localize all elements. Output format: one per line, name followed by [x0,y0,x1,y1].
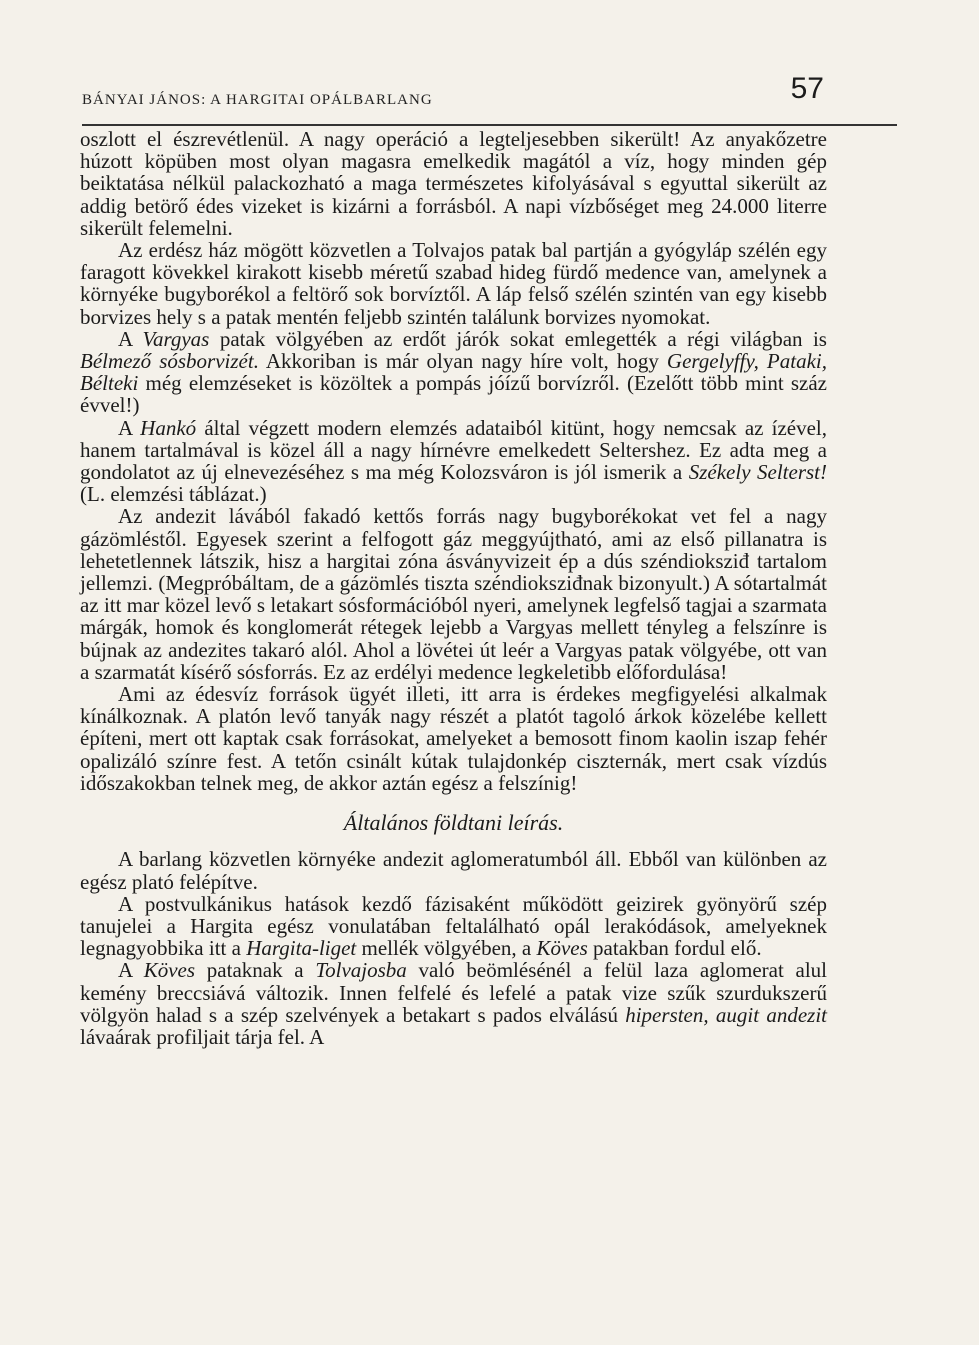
italic-term: Gergelyffy, Pataki, Bélteki [80,349,827,396]
italic-term: Tolvajosba [315,958,407,983]
italic-term: Vargyas [142,326,210,351]
italic-term: Székely Selterst! [688,460,827,485]
text-run: patak völgyében az erdőt járók sokat emlegették a régi világban is [209,326,827,351]
text-run: A [118,958,144,983]
text-run: patakban fordul elő. [587,936,762,961]
text-run: A [118,326,143,351]
text-run: mellék völgyében, a [356,936,537,961]
header-rule [82,124,897,126]
paragraph-9 [80,959,827,1048]
text-run: lávaárak profiljait tárja fel. A [80,1024,325,1049]
running-head [82,92,829,118]
paragraph-5: Az andezit lávából fakadó kettős forrás nagy bugyborékokat vet fel a nagy gázömléstől. Egyesek szerint a felfogott gáz meggyújtható, ami az első pillanatra is lehetetlennek látszik, hisz a hargitai zóna ásványvizeit ép a dús széndioksziđ tartalom jellemzi. (Megpróbáltam, de a gázömlés tiszta széndioksziđnak bizonyult.) A sótartalmát az itt mar közel levő s letakart sósformációból nyeri, amelynek legfelső tagjai a szarmata márgák, homok és konglomerát rétegek lejebb a Vargyas mellett tényleg a felszínre is bújnak az andezites takaró alól. Ahol a lövétei út leér a Vargyas patak völgyébe, ott van a szarmatát kísérő sósforrás. Ez az erdélyi medence legkeletibb előfordulása! [80,504,827,684]
text-run: (L. elemzési táblázat.) [80,482,267,507]
text-run: A postvulkánikus hatások kezdő fázisaként működött geizirek gyönyörű szép tanujelei a Hargita egész vonulatában feltalálható opál lerakódások, amelyeknek legnagyobbika itt a [80,891,827,961]
text-run: A [118,415,141,440]
running-title: BÁNYAI JÁNOS: A HARGITAI OPÁLBARLANG [82,92,433,108]
italic-term: Bélmező sósborvizét. [80,349,259,374]
italic-term: Hargita-liget [246,936,357,961]
section-heading: Általános földtani leírás. [343,810,564,836]
page-number: 57 [790,72,824,105]
text-run: által végzett modern elemzés adataiból kitünt, hogy nemcsak az ízével, hanem tartalmával is közel áll a nagy hírnévre emelkedett Seltershez. Ez adta meg a gondolatot az új elnevezéséhez s ma még Kolozsváron is jól ismerik a [80,415,827,485]
body-text [80,128,827,1048]
paragraph-7: A barlang közvetlen környéke andezit aglomeratumból áll. Ebből van különben az egész plató felépítve. [80,847,827,894]
text-run: még elemzéseket is közöltek a pompás jóízű borvízről. (Ezelőtt több mint száz évvel!) [80,371,827,418]
italic-term: Hankó [140,415,197,440]
paragraph-2: Az erdész ház mögött közvetlen a Tolvajos patak bal partján a gyógyláp szélén egy faragott kövekkel kirakott kisebb méretű szabad hideg fürdő medence van, amelynek a környéke bugyborékol a feltörő sok borvíztől. A láp felső szélén szintén van egy kisebb borvizes hely s a patak mentén feljebb szintén találunk borvizes nyomokat. [80,238,827,329]
text-run: pataknak a [195,958,316,983]
paragraph-8 [80,893,827,960]
paragraph-3 [80,328,827,417]
paragraph-1: oszlott el észrevétlenül. A nagy operáció a legteljesebben sikerült! Az anyakőzetre húzott köpüben most olyan magasra emelkedik magától a víz, hogy minden gép beiktatása nélkül palackozható a maga természetes kifolyásával s egyuttal sikerült az addig betörő édes vizeket is kizárni a forrásból. A napi vízbőséget meg 24.000 literre sikerült felemelni. [80,127,827,240]
italic-term: hipersten, augit andezit [625,1002,827,1027]
paragraph-4 [80,417,827,506]
italic-term: Köves [536,936,588,961]
text-run: való beömlésénél a felül laza aglomerat alul kemény breccsiává változik. Innen felfelé és lefelé a patak vize szűk szurdukszerű völgyön halad s a szép szelvények a betakart s pados elválású [80,958,827,1027]
paragraph-6: Ami az édesvíz források ügyét illeti, itt arra is érdekes megfigyelési alkalmak kínálkoznak. A platón levő tanyák nagy részét a platót tagoló árkok közelébe kellett építeni, mert ott kaptak csak forrásokat, amelyeket a bemosott finom kaolin iszap fehér opalizáló színre fest. A tetőn csinált kútak tulajdonkép ciszternák, mert csak vízdús időszakokban telnek meg, de akkor aztán egész a felszínig! [80,682,827,795]
italic-term: Köves [143,958,196,983]
text-run: Akkoriban is már olyan nagy híre volt, hogy [258,349,667,374]
